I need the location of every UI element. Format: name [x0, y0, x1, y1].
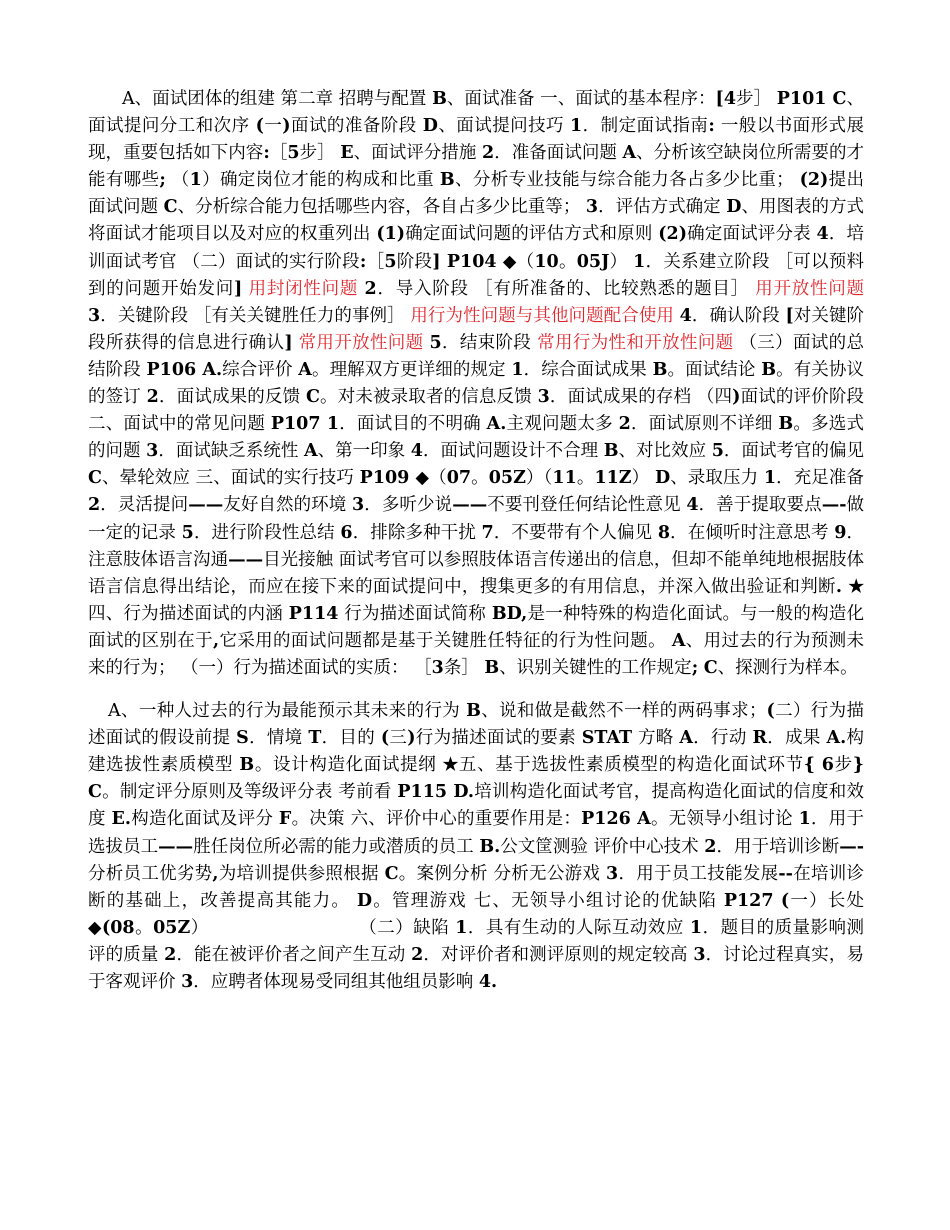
text-run: ．对评价者和测评原则的规定较高 [423, 944, 694, 965]
text-run: 3 [537, 387, 550, 408]
text-run: : [708, 116, 715, 137]
text-run: ．面试原则不详细 [630, 414, 779, 435]
text-run: ．多听少说 [364, 495, 453, 516]
text-run: B [432, 89, 447, 109]
text-run: , [213, 630, 220, 651]
text-run: 2 [364, 278, 377, 299]
text-run: 07 [446, 468, 472, 489]
paragraph-1 [88, 86, 864, 682]
text-run: D [726, 197, 742, 218]
text-run: 确定面试问题的评估方式和原则 [405, 224, 659, 245]
text-run: P106 A. [146, 359, 223, 380]
text-run: 8 [657, 522, 671, 543]
text-run: 3 [88, 305, 101, 326]
text-run: , [212, 863, 219, 884]
text-run: ] [234, 278, 243, 299]
text-run: 、探测行为样本。 [717, 657, 858, 678]
text-run: 。对未被录取者的信息反馈 [319, 387, 538, 408]
text-run: ．不要带有个人偏见 [493, 522, 658, 543]
text-run: 、第一印象 [317, 441, 411, 462]
text-run: 2 [164, 944, 177, 965]
highlighted-text-run: 常用开放性问题 [298, 332, 424, 353]
text-run: ．排除多种干扰 [352, 522, 482, 543]
text-run: 1 [763, 468, 777, 489]
text-run: ．能在被评价者之间产生互动 [176, 944, 412, 965]
text-run: 做一定的记录 [88, 495, 865, 543]
text-run: 二）行为描述面试的假设前提 [88, 701, 865, 749]
text-run: 不要刊登任何结论性意见 [487, 495, 687, 516]
text-run: 确定面试评分表 [686, 224, 817, 245]
text-run: ．导入阶段 ［有所准备的、比较熟悉的题目］ [376, 278, 756, 299]
text-run: 、用过去的行为预测未来的行为； （一）行为描述面试的实质： ［ [88, 630, 865, 678]
text-run: ; [159, 170, 166, 191]
text-run: 、面试团体的组建 第二章 招聘与配置 [134, 89, 433, 109]
text-run: 、识别关键性的工作规定 [499, 657, 692, 678]
text-run: ．面试成果的反馈 [158, 387, 306, 408]
text-run: . ★ [835, 576, 865, 597]
text-run: 、录取压力 [670, 468, 764, 489]
text-run: B [603, 441, 619, 462]
text-run: B [439, 170, 455, 191]
text-run: 主观问题太多 [506, 414, 619, 435]
text-run: 目光接触 面试考官可以参照肢体语言传递出的信息，但却不能单纯地根据肢体语言信息得出结论，而应在接下来的面试提问中，搜集更多的有用信息，并深入做出验证和判断 [88, 549, 865, 597]
text-run: 3 [605, 863, 619, 884]
text-run: ） [190, 917, 209, 938]
text-run: A [122, 89, 135, 109]
text-run: （ [516, 251, 535, 272]
text-run: 、分析该空缺岗位所需要的才能有哪些 [88, 143, 865, 191]
text-run: A [108, 701, 121, 722]
text-run: } C [88, 755, 865, 803]
text-run: B. [479, 836, 501, 857]
text-run: 。面试结论 [667, 359, 762, 380]
text-run: ．题目的质量影响测评的质量 [88, 917, 865, 965]
text-run: A. [486, 414, 507, 435]
text-run: 。多选式的问题 [88, 414, 865, 462]
text-run: ．讨论过程真实，易于客观评价 [88, 944, 865, 992]
text-run: (2) [658, 224, 687, 245]
text-run: 。 [471, 468, 489, 489]
text-run: （ [429, 468, 447, 489]
text-run: 3 [146, 441, 159, 462]
text-run: ．注意肢体语言沟通 [88, 522, 865, 570]
text-run: 、一种人过去的行为最能预示其未来的行为 [120, 701, 467, 722]
text-run: (2) [799, 170, 829, 191]
text-run: D [422, 116, 438, 137]
text-run: ．在倾听时注意思考 [670, 522, 835, 543]
text-run: : [263, 143, 270, 164]
text-run: ） [631, 468, 655, 489]
text-run: 1 [511, 359, 524, 380]
text-run: B [778, 414, 794, 435]
text-run: P109 ◆ [359, 468, 430, 489]
text-run: ．灵活提问 [100, 495, 189, 516]
text-run: ．应聘者体现易受同组其他组员影响 [193, 972, 479, 992]
text-run: { 6 [803, 755, 834, 776]
text-run: ．制定面试指南 [582, 116, 709, 137]
text-run: P127 ( [723, 890, 790, 911]
text-run: 5 [711, 441, 724, 462]
text-run: ．善于提取要点 [698, 495, 822, 516]
text-run: 四、行为描述面试的内涵 [88, 603, 289, 624]
highlighted-text-run: 用开放性问题 [755, 278, 865, 299]
text-run: 、面试提问技巧 [437, 116, 571, 137]
text-run: 2 [704, 836, 717, 857]
text-run: 对关键阶段所获得的信息进行确认 [88, 305, 865, 353]
text-run: —- [839, 836, 865, 857]
text-run: 7 [481, 522, 494, 543]
text-run: 4 [679, 305, 692, 326]
text-run: B [466, 701, 481, 722]
text-run: 2 [618, 414, 631, 435]
text-run: ( [380, 728, 390, 749]
text-run: P101 C [776, 89, 847, 109]
text-run: [ [785, 305, 794, 326]
text-run: ．结束阶段 [441, 332, 538, 353]
text-run: ［ [366, 251, 385, 272]
text-run: 、面试提问分工和次序 [88, 89, 865, 137]
text-run: 。理解双方更详细的规定 [311, 359, 512, 380]
text-run: —— [452, 495, 488, 516]
text-run: 。案例分析 分析无公游戏 [398, 863, 606, 884]
text-run: ．面试缺乏系统性 [158, 441, 305, 462]
text-run: C [305, 387, 320, 408]
text-run: B [652, 359, 668, 380]
text-run: 3 [181, 972, 194, 992]
text-run: 方略 [632, 728, 680, 749]
text-run: P107 1 [270, 414, 340, 435]
text-run: 。 [558, 251, 577, 272]
paragraph-break [88, 682, 864, 698]
text-run: 2 [481, 143, 495, 164]
text-run: E. [111, 809, 131, 830]
text-run: 、分析综合能力包括哪些内容，各自占多少比重等； [177, 197, 586, 218]
text-run: ［ [269, 143, 288, 164]
text-run: 构建选拔性素质模型 [88, 728, 864, 776]
text-run: C [384, 863, 399, 884]
text-run: ）（ [525, 468, 553, 489]
text-run: 。无领导小组讨论 [650, 809, 799, 830]
text-run: 4. [478, 972, 498, 992]
text-run: （ [165, 170, 190, 191]
highlighted-text-run: 用封闭性问题 [248, 278, 359, 299]
text-run: C [703, 657, 718, 678]
text-run: 、面试准备 一、面试的基本程序： [446, 89, 716, 109]
text-run: ．用于员工技能发展 [618, 863, 779, 884]
text-run: ．面试成果的存档 （四 [549, 387, 733, 408]
text-run: 步］ [736, 89, 777, 109]
text-run: 05Z [488, 468, 526, 489]
text-run: 3 [431, 657, 444, 678]
text-run: ] P104 ◆ [432, 251, 517, 272]
text-run: ．情境 [248, 728, 309, 749]
text-run: 培训构造化面试考官，提高构造化面试的信度和效度 [88, 782, 864, 830]
text-run: 10 [534, 251, 559, 272]
text-run: 5 [181, 522, 194, 543]
text-run: A [304, 441, 318, 462]
text-run: BD, [491, 603, 528, 624]
text-run: 2 [88, 495, 101, 516]
text-run: 3 [585, 197, 599, 218]
text-run: ．用于选拔员工 [88, 809, 864, 857]
text-run: 一般以书面形式展现，重要包括如下内容 [88, 116, 864, 164]
text-run: ．充足准备 [776, 468, 864, 489]
text-run: 。有关协议的签订 [88, 359, 865, 408]
text-run: 提出面试问题 [88, 170, 865, 218]
text-run: —— [158, 836, 194, 857]
text-run: 一 [263, 116, 283, 137]
text-run: 。 [576, 468, 595, 489]
text-run: 5 [429, 332, 442, 353]
text-run: ．准备面试问题 [494, 143, 623, 164]
text-run: S [236, 728, 249, 749]
text-run: ; [691, 657, 699, 678]
text-run: 。 [134, 917, 154, 938]
text-run: 、说和做是截然不一样的两码事求； [480, 701, 767, 722]
text-run: B [239, 755, 255, 776]
text-run: ．评估方式确定 [598, 197, 727, 218]
text-run: F [278, 809, 292, 830]
text-run: 、晕轮效应 三、面试的实行技巧 [101, 468, 360, 489]
text-run: ．用于培训诊断 [716, 836, 840, 857]
text-run: ) [282, 116, 291, 137]
text-run: ★ [442, 755, 459, 776]
text-run: 3 [352, 495, 365, 516]
text-run: [4 [715, 89, 737, 109]
text-run: ) [732, 387, 741, 408]
text-run: 是一种特殊的构造化面试。与一般的构造化面试的区别在于 [88, 603, 865, 651]
text-run: 一）长处 [789, 890, 865, 911]
text-run: 胜任岗位所必需的能力或潜质的员工 [193, 836, 480, 857]
text-run: 面试的准备阶段 [290, 116, 423, 137]
paragraph-2 [88, 698, 864, 996]
text-run: 1 [189, 170, 202, 191]
text-run: ．面试考官的偏见 [723, 441, 864, 462]
highlighted-text-run: 常用行为性和开放性问题 [537, 332, 734, 353]
text-run: ◆(08 [88, 917, 135, 938]
text-run: R [752, 728, 768, 749]
text-run: （三）面试的总结阶段 [88, 332, 865, 380]
text-run: 、用图表的方式将面试才能项目以及对应的权重列出 [88, 197, 865, 245]
text-run: 4 [686, 495, 699, 516]
text-run: ．面试问题设计不合理 [422, 441, 604, 462]
text-run: 6 [340, 522, 353, 543]
text-run: ．综合面试成果 [523, 359, 653, 380]
text-run: 11 [552, 468, 577, 489]
text-run: 1 [798, 809, 811, 830]
text-run: C [163, 197, 178, 218]
text-run: 4 [410, 441, 423, 462]
text-run: 三 [389, 728, 408, 749]
text-run: 05Z [153, 917, 191, 938]
text-run: A [679, 728, 693, 749]
text-run: 1 [455, 917, 468, 938]
text-run: 。管理游戏 七、无领导小组讨论的优缺陷 [372, 890, 724, 911]
text-run: 3 [693, 944, 706, 965]
text-run: ）确定岗位才能的构成和比重 [201, 170, 440, 191]
text-run: P114 [288, 603, 339, 624]
text-run: ．进行阶段性总结 [193, 522, 341, 543]
text-run: ( [766, 701, 775, 722]
text-run: ．成果 [767, 728, 827, 749]
text-run: 五、基于选拔性素质模型的构造化面试环节 [458, 755, 804, 776]
text-run: A [298, 359, 312, 380]
text-run: STAT [581, 728, 633, 749]
text-run: ．确认阶段 [691, 305, 786, 326]
text-run: 、对比效应 [618, 441, 712, 462]
text-run: 1 [689, 917, 703, 938]
text-run: 步］ [299, 143, 341, 164]
text-run: 。决策 六、评价中心的重要作用是： [291, 809, 582, 830]
text-run: B [484, 657, 500, 678]
text-run: C [88, 468, 102, 489]
text-run: 友好自然的环境 [223, 495, 352, 516]
text-run: 、面试评分措施 [353, 143, 482, 164]
text-run: ．行动 [692, 728, 753, 749]
paragraph-2-body [88, 701, 864, 992]
document-page [88, 86, 864, 996]
text-run: ） [609, 251, 634, 272]
text-run: 构造化面试及评分 [130, 809, 279, 830]
text-run: P126 A [581, 809, 651, 830]
text-run: T [308, 728, 322, 749]
text-run: ．关键阶段 ［有关关键胜任力的事例］ [100, 305, 411, 326]
text-run: E [340, 143, 354, 164]
text-run: 1 [633, 251, 646, 272]
text-run: 公文筐测验 评价中心技术 [500, 836, 705, 857]
text-run: ．目的 [321, 728, 381, 749]
text-run: 、分析专业技能与综合能力各占多少比重； [454, 170, 800, 191]
text-run: D [356, 890, 373, 911]
text-run: ．关系建立阶段 ［可以预料到的问题开始发问 [88, 251, 865, 299]
text-run: 5 [287, 143, 300, 164]
text-run: —— [228, 549, 264, 570]
text-run: (1) [376, 224, 406, 245]
text-run: ．具有生动的人际互动效应 [467, 917, 690, 938]
text-run: 5 [384, 251, 397, 272]
highlighted-text-run: 用行为性问题与其他问题配合使用 [410, 305, 674, 326]
text-run: 条］ [443, 657, 485, 678]
text-run: 1 [570, 116, 583, 137]
text-run: 。制定评分原则及等级评分表 考前看 [101, 782, 398, 803]
text-run: 2 [146, 387, 159, 408]
text-run: 2 [411, 944, 424, 965]
text-run: A. [826, 728, 847, 749]
text-run: 行为描述面试的要素 [415, 728, 582, 749]
text-run: : [359, 251, 367, 272]
text-run: 9 [834, 522, 847, 543]
text-run: 阶段 [396, 251, 433, 272]
text-run: 分析员工优劣势 [88, 863, 213, 884]
text-run: 在培训诊断的基础上，改善提高其能力。 [88, 863, 865, 911]
text-run: 综合评价 [222, 359, 299, 380]
text-run: 步 [833, 755, 853, 776]
text-run: —— [188, 495, 224, 516]
text-run: -- [778, 863, 793, 884]
text-run: B [761, 359, 776, 380]
text-run: ．培训面试考官 （二）面试的实行阶段 [88, 224, 865, 272]
text-run: 05J [576, 251, 610, 272]
text-run: —- [821, 495, 847, 516]
text-run: A [671, 630, 686, 651]
text-run: 。设计构造化面试提纲 [254, 755, 443, 776]
text-run: 为培训提供参照根据 [218, 863, 385, 884]
text-run: D [654, 468, 671, 489]
text-run: ．面试目的不明确 [339, 414, 487, 435]
text-run: 面试的评价阶段 二、面试中的常见问题 [88, 387, 865, 435]
text-run: P115 D. [397, 782, 475, 803]
text-run: A [622, 143, 637, 164]
text-run: ( [255, 116, 264, 137]
text-run: 行为描述面试简称 [338, 603, 492, 624]
text-run: ) [407, 728, 416, 749]
text-run: 它采用的面试问题都是基于关键胜任特征的行为性问题。 [219, 630, 672, 651]
text-run: 11Z [594, 468, 632, 489]
paragraph-1-body [88, 89, 864, 678]
text-run: ] [284, 332, 293, 353]
text-run: 4 [816, 224, 829, 245]
text-run: （二）缺陷 [358, 917, 456, 938]
